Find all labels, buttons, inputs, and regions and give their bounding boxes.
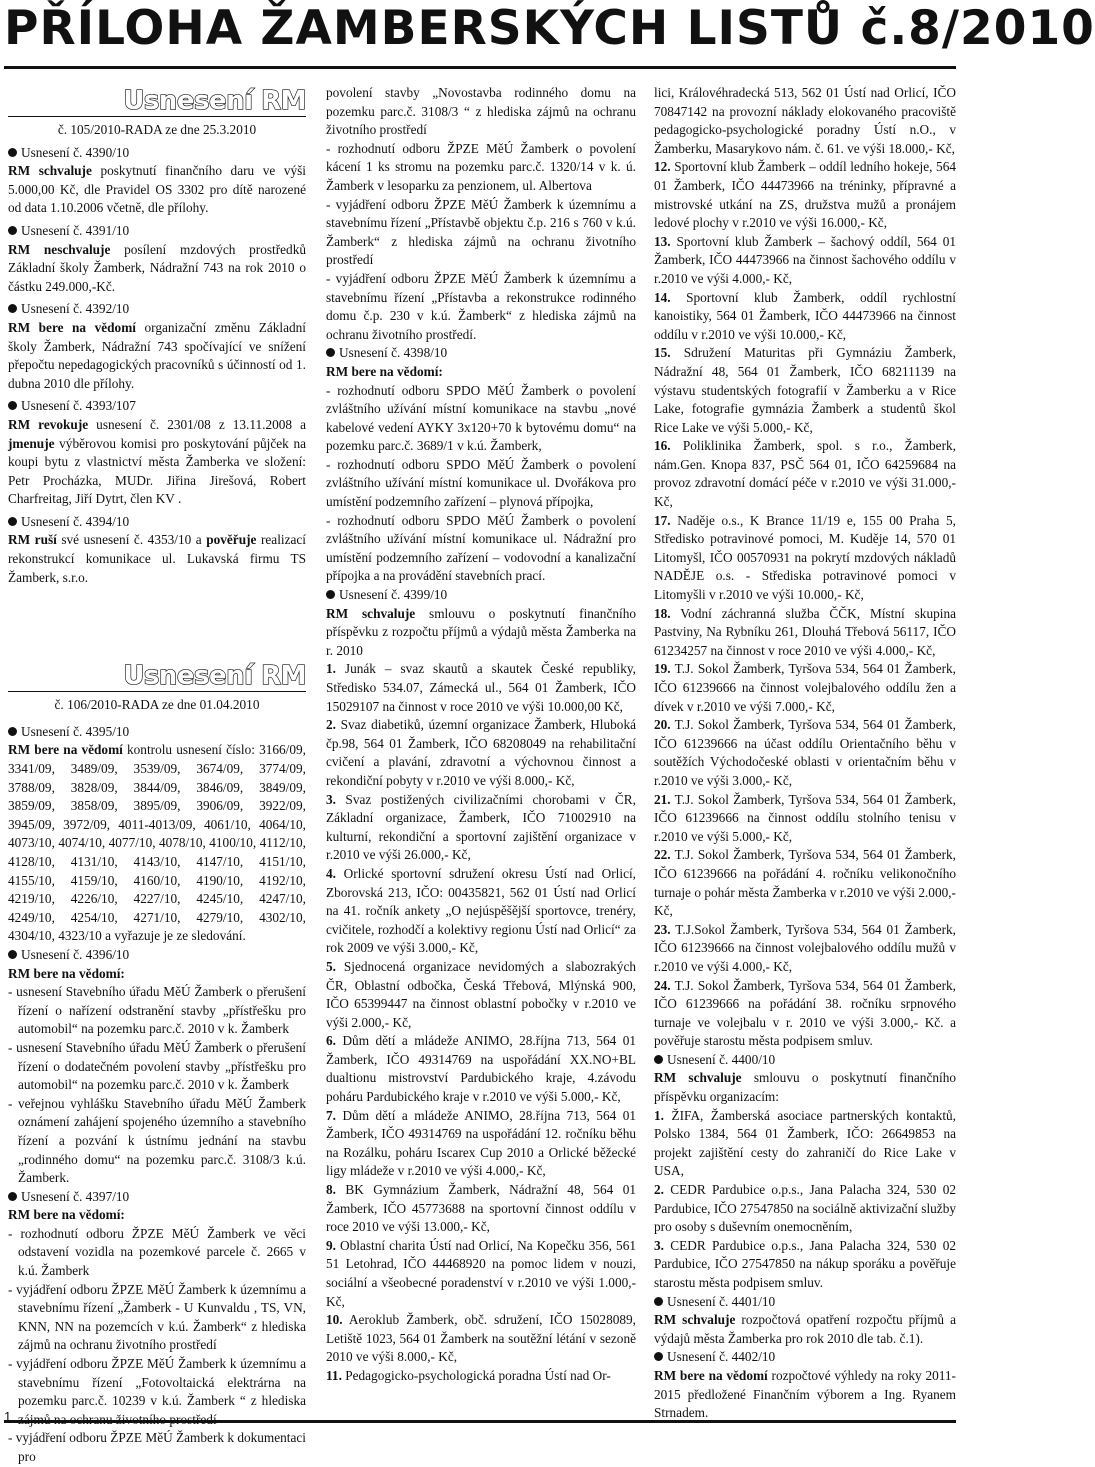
grant-text: CEDR Pardubice o.p.s., Jana Palacha 324, 530 02 Pardubice, IČO 27547850 na nákup sporáku a pověřuje starostu města podpisem smluv. [654,1237,956,1290]
grant-text: T.J.Sokol Žamberk, Tyršova 534, 564 01 Žamberk, IČO 61239666 na činnost volejbalového oddílu mužů v r.2010 ve výši 4.000,- Kč, [654,921,956,974]
grant-text: Vodní záchranná služba ČČK, Místní skupina Pastviny, Na Rybníku 261, Dlouhá Třebová 56117, IČO 61234257 na činnost v roce 2010 ve výši 4.000,- Kč, [654,605,956,658]
grant-item [654,1237,956,1293]
grant-item [326,958,636,1032]
resolution-body: výběrovou komisi pro poskytování půjček na koupi bytu z vlastnictví města Žamberka ve složení: Petr Procházka, MUDr. Jiřina Jirešová, Robert Charfreitag, Jiří Dytrt, člen KV . [8,435,306,507]
resolution-body: posílení mzdových prostředků Základní školy Žamberk, Nádražní 743 na rok 2010 o částku 249.000,-Kč. [8,241,306,294]
grant-item [326,1367,636,1386]
resolution-text: RM schvaluje smlouvu o poskytnutí finančního příspěvku organizacím: [654,1070,956,1105]
grant-text: Dům dětí a mládeže ANIMO, 28.října 713, 564 01 Žamberk, IČO 49314769 na uspořádání 12. ročníku běhu na Rozálku, poháru Iscarex Cup 2010 a Orlické běžecké ligy mládeže v r.2010 ve výši 4.000,- Kč, [326,1107,636,1179]
grant-item [326,660,636,716]
bullet-icon [8,950,17,959]
grant-item [654,344,956,437]
resolution-lead: RM bere na vědomí: [326,363,443,379]
bullet-icon [8,517,17,526]
grant-item [654,1181,956,1237]
resolution-number: Usnesení č. 4393/107 [21,398,136,414]
resolution-number: Usnesení č. 4400/10 [667,1051,776,1067]
list-item: - usnesení Stavebního úřadu MěÚ Žamberk o přerušení řízení o nařízení odstranění stavby „přístřešku pro automobil“ na pozemku parc.č. 2010 v k. Žamberk [8,984,306,1037]
bottom-rule [4,1420,956,1423]
resolution-text: RM bere na vědomí kontrolu usnesení číslo: 3166/09, 3341/09, 3489/09, 3539/09, 3674/09, 3774/09, 3788/09, 3828/09, 3844/09, 3846/09, 3849/09, 3859/09, 3858/09, 3895/09, 3906/09, 3922/09, 3945/09, 3972/09, 4011-4013/09, 4061/10, 4064/10, 4073/10, 4074/10, 4077/10, 4078/10, 4100/10, 4112/10, 4128/10, 4131/10, 4143/10, 4147/10, 4151/10, 4155/10, 4159/10, 4160/10, 4190/10, 4192/10, 4219/10, 4226/10, 4227/10, 4245/10, 4247/10, 4249/10, 4254/10, 4271/10, 4279/10, 4302/10, 4304/10, 4323/10 a vyřazuje je ze sledování. [8,742,306,944]
section-heading-box [8,661,306,692]
resolution-list [8,144,306,588]
session-info: č. 105/2010-RADA ze dne 25.3.2010 [57,122,257,137]
resolution-text [8,531,306,587]
list-item: - veřejnou vyhlášku Stavebního úřadu MěÚ Žamberk oznámení zahájení spojeného územního a stavebního řízení a pozvání k ústnímu jednání na stavbu „rodinného domu“ na pozemku parc.č. 3108/3 k.ú. Žamberk. [8,1095,306,1186]
grant-text: ŽIFA, Žamberská asociace partnerských kontaktů, Polsko 1384, 564 01 Žamberk, IČO: 26649853 na projekt zajištění cesty do zahraničí do Rice Lake v USA, [654,1107,956,1179]
column-2 [326,84,636,1386]
list-item: - vyjádření odboru ŽPZE MěÚ Žamberk k dokumentaci pro [8,1430,306,1464]
grant-item [654,660,956,716]
list-item: - vyjádření odboru ŽPZE MěÚ Žamberk k územnímu a stavebnímu řízení „Fotovoltaická elektrárna na pozemku parc.č. 10239 v k.ú. Žamberk “ z hlediska [8,1356,306,1409]
grant-number: 2. [326,717,336,733]
grant-number: 11. [326,1367,342,1383]
grant-item [654,158,956,232]
resolution-text: RM schvaluje rozpočtová opatření rozpočtu příjmů a výdajů města Žamberka pro rok 2010 dle tab. č.1). [654,1312,956,1346]
grant-number: 7. [326,1107,336,1123]
grant-text: Naděje o.s., K Brance 11/19 e, 155 00 Praha 5, Středisko potravinové pomoci, M. Kuděje 14, 570 01 Litomyšl, IČO 00570931 na pokrytí mzdových nákladů NADĚJE o.s. - Střediska potravinové pomoci v Litomyšli v r.2010 ve výši 10.000,- Kč, [654,512,956,603]
grant-item [654,846,956,920]
bullet-icon [654,1297,663,1306]
grant-item [326,1181,636,1237]
list-item: - rozhodnutí odboru SPDO MěÚ Žamberk o povolení zvláštního užívání místní komunikace na stavbu „nové kabelové vedení AYKY 3x120+70 k bytovému domu“ na pozemku parc.č. 3689/1 v k.ú. Žamberk, [326,382,636,454]
list-item: - rozhodnutí odboru SPDO MěÚ Žamberk o povolení zvláštního užívání místní komunikace ul. Dvořákova pro umístění podzemního zařízení – plynová přípojka, [326,456,636,510]
grant-text: T.J. Sokol Žamberk, Tyršova 534, 564 01 Žamberk, IČO 61239666 na účast oddílu Orientačního běhu v soutěžích Východočeské oblasti v orientačním běhu v r.2010 ve výši 3.000,- Kč, [654,717,956,788]
grant-item [654,977,956,1051]
grant-text: Pedagogicko-psychologická poradna Ústí nad Or- [341,1367,611,1383]
resolution-number-line [8,397,306,416]
resolution-number: Usnesení č. 4391/10 [21,222,130,238]
grant-number: 8. [326,1182,336,1198]
resolution-lead: RM neschvaluje [8,241,111,257]
grant-item [326,865,636,958]
bullet-icon [654,1055,663,1064]
list-item: - vyjádření odboru ŽPZE MěÚ Žamberk k územnímu a stavebnímu řízení „Žamberk - U Kunvaldu , TS, VN, KNN, NN na pozemcích v k.ú. Žamberk“ z hlediska zájmů na ochranu životního prostředí [8,1281,306,1353]
grant-text: T.J. Sokol Žamberk, Tyršova 534, 564 01 Žamberk, IČO 61239666 na činnost volejbalového oddílu žen a dívek v r.2010 ve výši 7.000,- Kč, [654,661,956,714]
resolution-lead: pověřuje [206,532,257,548]
resolution-number: Usnesení č. 4390/10 [21,144,130,160]
resolution-number-line [8,513,306,532]
grant-number: 15. [654,345,671,361]
resolution-text: RM schvaluje smlouvu o poskytnutí finančního příspěvku z rozpočtu příjmů a výdajů města Žamberka na r. 2010 [326,605,636,658]
grant-number: 9. [326,1237,336,1253]
grant-item [654,716,956,790]
grant-number: 6. [326,1033,336,1049]
resolution-body: své usnesení č. 4353/10 a [56,532,207,548]
grant-text: T.J. Sokol Žamberk, Tyršova 534, 564 01 Žamberk, IČO 61239666 na činnost oddílu stolního tenisu v r.2010 ve výši 5.000,- Kč, [654,791,956,844]
grant-text: CEDR Pardubice o.p.s., Jana Palacha 324, 530 02 Pardubice, IČO 27547850 na sociálně aktivizační služby pro osoby s duševním onemocněním, [654,1182,956,1235]
resolution-number: Usnesení č. 4398/10 [339,345,448,361]
grant-item [654,921,956,977]
grant-number: 19. [654,661,671,677]
grant-number: 4. [326,865,336,881]
grant-item [326,716,636,790]
grant-number: 2. [654,1182,664,1198]
resolution-lead: RM revokuje [8,416,89,432]
grant-item [326,791,636,865]
grant-item [654,437,956,511]
grant-item [654,1107,956,1181]
resolution-number: Usnesení č. 4402/10 [667,1349,776,1365]
resolution-body: poskytnutí finančního daru ve výši 5.000,00 Kč, dle Pravidel OS 3302 pro dítě narozené od data 1.10.2006 včetně, dle přílohy. [8,163,306,216]
grant-text: Junák – svaz skautů a skautek České republiky, Středisko 534.07, Zámecká ul., 564 01 Žamberk, IČO 15029107 na činnost v roce 2010 ve výši 10.000,00 Kč, [326,661,636,714]
grant-text: Aeroklub Žamberk, obč. sdružení, IČO 15028089, Letiště 1023, 564 01 Žamberk na soutěžní létání v sezoně 2010 ve výši 8.000,- Kč, [326,1312,636,1365]
resolution-number: Usnesení č. 4395/10 [21,723,130,739]
grant-text: Poliklinika Žamberk, spol. s r.o., Žamberk, nám.Gen. Knopa 837, PSČ 564 01, IČO 64259684 na provoz zdravotní domácí péče v r.2010 ve výši 31.000,- Kč, [654,438,956,510]
grant-number: 12. [654,159,671,175]
section-heading: Usnesení RM [123,86,306,116]
grant-text: T.J. Sokol Žamberk, Tyršova 534, 564 01 Žamberk, IČO 61239666 na pořádání 4. ročníku velikonočního turnaje o pohár města Žamberka v r.2010 ve výši 2.000,- Kč, [654,847,956,919]
resolution-text [8,416,306,509]
resolution-body: organizační změnu Základní školy Žamberk, Nádražní 743 spočívající ve snížení přepočtu nepedagogických pracovníků s účinností od 1. dubna 2010 dle přílohy. [8,319,306,391]
grant-number: 10. [326,1312,343,1328]
section-heading-box [8,86,306,117]
grant-item [654,791,956,847]
bullet-icon [8,148,17,157]
grant-number: 17. [654,512,671,528]
resolution-text: RM bere na vědomí rozpočtové výhledy na roky 2011-2015 předložené Finančním výborem a Ing. Ryanem Strnadem. [654,1367,956,1421]
column-3 [654,84,956,1423]
list-item: - vyjádření odboru ŽPZE MěÚ Žamberk k územnímu a stavebnímu řízení „Přístavba a rekonstrukce rodinného domu č.p. 230 v k.ú. Žamberk“ z hlediska zájmů na ochranu životního prostředí. [326,270,636,342]
resolution-lead: jmenuje [8,435,55,451]
list-item: povolení stavby „Novostavba rodinného domu na pozemku parc.č. 3108/3 “ z hlediska zájmů na ochranu životního prostředí [326,85,636,138]
resolution-text [8,319,306,393]
grant-number: 5. [326,958,336,974]
resolution-lead: RM bere na vědomí: [8,965,125,981]
list-item: lici, Královéhradecká 513, 562 01 Ústí nad Orlicí, IČO 70847142 na provozní náklady elokovaného pracoviště pedagogicko-psychologické poradny Ústí n.O., v Žamberku, Masarykovo nám. č. 61. ve výši 18.000,- Kč, [654,85,956,156]
list-item: - vyjádření odboru ŽPZE MěÚ Žamberk k územnímu a stavebnímu řízení „Přístavbě objektu č.p. 216 s 760 v k.ú. Žamberk“ z hlediska zájmů na ochranu životního prostředí [326,196,636,268]
resolution-number-line [8,300,306,319]
resolution-number: Usnesení č. 4401/10 [667,1293,776,1309]
grant-text: Oblastní charita Ústí nad Orlicí, Na Kopečku 356, 561 51 Letohrad, IČO 44468920 na pomoc lidem v nouzi, sociální a všeobecné poradenství v r.2010 ve výši 1.000,- Kč, [326,1237,636,1309]
list-item: - rozhodnutí odboru ŽPZE MěÚ Žamberk o povolení kácení 1 ks stromu na pozemku parc.č. 1320/14 v k. ú. Žamberk v lesoparku za penzionem, ul. Albertova [326,140,636,193]
bullet-icon [8,401,17,410]
grant-number: 3. [654,1237,664,1253]
grant-number: 16. [654,438,671,454]
grant-item [654,512,956,605]
grant-item [654,605,956,661]
grant-text: Sjednocená organizace nevidomých a slabozrakých ČR, Oblastní odbočka, Česká Třebová, Mlýnská 900, IČO 65399447 na činnost oblastní pobočky v r.2010 ve výši 2.000,- Kč, [326,958,636,1030]
grant-item [654,233,956,289]
resolution-number-line [8,222,306,241]
bullet-icon [8,304,17,313]
list-item: - rozhodnutí odboru ŽPZE MěÚ Žamberk ve věci odstavení vozidla na pozemkové parcele č. 2665 v k.ú. Žamberk [8,1225,306,1279]
resolution-body: realizací rekonstrukcí komunikace ul. Lukavská firmu TS Žamberk, s.r.o. [8,532,306,585]
grant-item [326,1311,636,1367]
grant-number: 18. [654,605,671,621]
resolution-lead: RM bere na vědomí [8,319,136,335]
grant-text: Sdružení Maturitas při Gymnáziu Žamberk, Nádražní 48, 564 01 Žamberk, IČO 68211139 na výstavu studentských fotografií v Žamberku a v Rice Lake, fotografie gymnázia Žamberk a studentů škol Rice Lake ve výši 5.000,- Kč, [654,345,956,435]
bullet-icon [326,348,335,357]
bullet-icon [8,727,17,736]
resolution-number: Usnesení č. 4392/10 [21,301,130,317]
resolution-lead: RM schvaluje [8,163,92,179]
grant-number: 21. [654,791,671,807]
resolution-number-line [8,144,306,163]
grant-list [654,158,956,1051]
grant-number: 14. [654,289,671,305]
grant-text: Orlické sportovní sdružení okresu Ústí nad Orlicí, Zborovská 213, IČO: 00435821, 562 01 Ústí nad Orlicí na 41. ročník ankety „O nejúspěšější sportovce, trenéry, cvičitele, rozhodčí a kolektivy regionu Ústí nad Orlicí“ za rok 2009 ve výši 3.000,- Kč, [326,865,636,956]
resolution-number: Usnesení č. 4399/10 [339,587,448,603]
resolution-number: Usnesení č. 4394/10 [21,513,130,529]
grant-text: Sportovní klub Žamberk – oddíl ledního hokeje, 564 01 Žamberk, IČO 44473966 na tréninky, přípravné a mistrovské utkání na ZS, družstva mužů a pronájem ledové plochy v r.2010 ve výši 16.000,- Kč, [654,159,956,231]
resolution-text [8,241,306,297]
grant-list [326,660,636,1385]
top-rule [4,66,956,69]
list-item: - rozhodnutí odboru SPDO MěÚ Žamberk o povolení zvláštního užívání místní komunikace ul. Nádražní pro umístění podzemního zařízení – vodovodní a kanalizační přípojka a na provádění stavebních prací. [326,512,636,584]
grant-number: 23. [654,921,671,937]
grant-number: 24. [654,977,671,993]
bullet-icon [8,226,17,235]
column-1 [8,84,306,1467]
grant-number: 1. [326,661,336,677]
session-info: č. 106/2010-RADA ze dne 01.04.2010 [54,697,260,713]
bullet-icon [8,1192,17,1201]
resolution-text [8,162,306,218]
document-title: PŘÍLOHA ŽAMBERSKÝCH LISTŮ č.8/2010 [4,1,1095,56]
grant-list [654,1107,956,1293]
grant-item [654,289,956,345]
resolution-lead: RM bere na vědomí: [8,1207,125,1223]
grant-text: Sportovní klub Žamberk – šachový oddíl, 564 01 Žamberk, IČO 44473966 na činnost šachového oddílu v r.2010 ve výši 4.000,- Kč, [654,233,956,286]
resolution-number: Usnesení č. 4396/10 [21,946,130,962]
grant-number: 13. [654,233,671,249]
grant-number: 20. [654,717,671,733]
grant-text: BK Gymnázium Žamberk, Nádražní 48, 564 01 Žamberk, IČO 45773688 na sportovní činnost oddílu v roce 2010 ve výši 13.000,- Kč, [326,1182,636,1235]
resolution-number: Usnesení č. 4397/10 [21,1188,130,1204]
grant-text: T.J. Sokol Žamberk, Tyršova 534, 564 01 Žamberk, IČO 61239666 na pořádání 38. ročníku srpnového turnaje ve volejbalu v r. 2010 ve výši 3.000,- Kč. a pověřuje starostu města podpisem smluv. [654,977,956,1049]
grant-item [326,1032,636,1106]
list-item: - usnesení Stavebního úřadu MěÚ Žamberk o přerušení řízení o dodatečném povolení stavby „přístřešku pro automobil“ na pozemku parc.č. 2010 v k. Žamberk [8,1039,306,1093]
grant-number: 22. [654,847,671,863]
bullet-icon [654,1352,663,1361]
resolution-lead: RM ruší [8,532,57,548]
page-number: 1 [4,1409,12,1424]
grant-text: Sportovní klub Žamberk, oddíl rychlostní kanoistiky, 564 01 Žamberk, IČO 44473966 na činnost oddílu v r.2010 ve výši 10.000,- Kč, [654,289,956,342]
grant-number: 3. [326,791,336,807]
grant-text: Dům dětí a mládeže ANIMO, 28.října 713, 564 01 Žamberk, IČO 49314769 na uspořádání XX.NO+BL dualtionu mistrovství Pardubického kraje, 4.závodu poháru Pardubického kraje v r.2010 ve výši 5.000,- Kč, [326,1033,636,1105]
section-heading: Usnesení RM [123,661,306,692]
resolution-body: usnesení č. 2301/08 z 13.11.2008 a [88,416,306,432]
grant-number: 1. [654,1107,664,1123]
bullet-icon [326,590,335,599]
grant-text: Svaz postižených civilizačními chorobami v ČR, Základní organizace, Žamberk, IČO 71002910 na kulturní, rekondiční a sportovní zajištění organizace v r.2010 ve výši 26.000,- Kč, [326,791,636,863]
grant-text: Svaz diabetiků, územní organizace Žamberk, Hluboká čp.98, 564 01 Žamberk, IČO 68208049 na rehabilitační cvičení a plavání, zdravotní a výchovnou činnost a rekondiční pobyty v r.2010 ve výši 8.000,- Kč, [326,717,636,788]
grant-item [326,1237,636,1311]
grant-item [326,1107,636,1181]
